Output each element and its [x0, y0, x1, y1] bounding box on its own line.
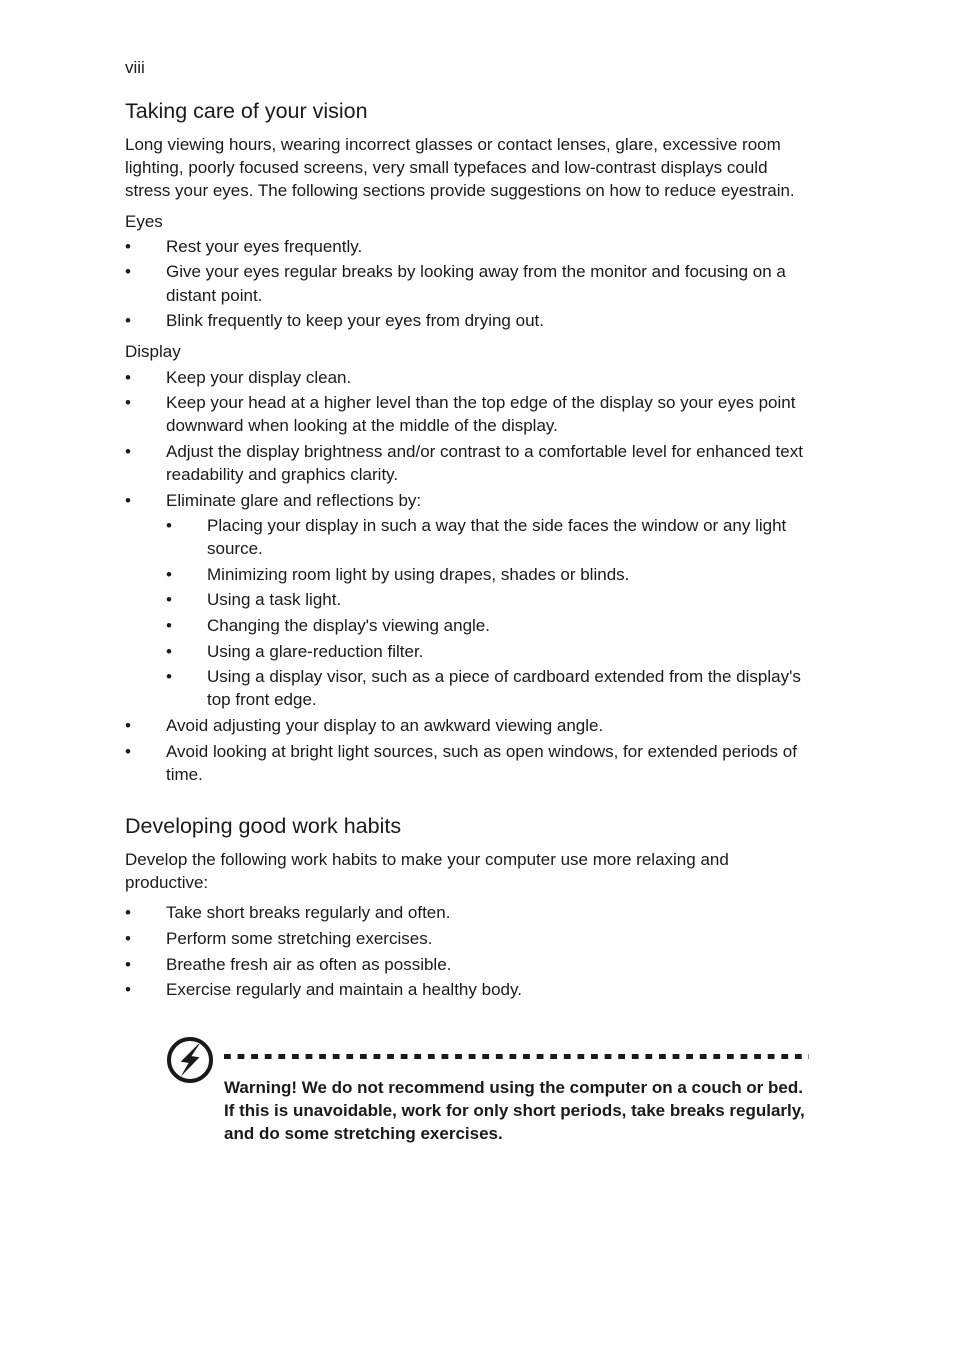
page-content — [125, 97, 815, 1009]
sub-list-item: • Placing your display in such a way that the side faces the window or any light source. — [166, 514, 815, 560]
sub-list-item: • Minimizing room light by using drapes, shades or blinds. — [166, 563, 815, 586]
list-item-text: Eliminate glare and reflections by: — [166, 490, 422, 510]
list-item: • Avoid adjusting your display to an awkward viewing angle. — [125, 714, 815, 737]
list-item-glare — [125, 489, 815, 712]
display-list — [125, 366, 815, 786]
page-number: viii — [125, 58, 145, 77]
warning-text: Warning! We do not recommend using the computer on a couch or bed. If this is unavoidable, work for only short periods, take breaks regularly, and do some stretching exercises. — [224, 1078, 805, 1144]
list-item: • Breathe fresh air as often as possible. — [125, 953, 815, 976]
section-heading-vision: Taking care of your vision — [125, 99, 368, 123]
section-heading-habits: Developing good work habits — [125, 813, 402, 838]
warning-lightning-icon — [166, 1036, 214, 1084]
list-item: • Rest your eyes frequently. — [125, 235, 815, 258]
display-subheading: Display — [125, 342, 181, 362]
list-item: • Give your eyes regular breaks by looking away from the monitor and focusing on a distant point. — [125, 260, 815, 306]
list-item: • Perform some stretching exercises. — [125, 927, 815, 950]
list-item: • Exercise regularly and maintain a healthy body. — [125, 978, 815, 1001]
habits-list — [125, 901, 815, 1001]
eyes-subheading: Eyes — [125, 211, 163, 231]
list-item: • Keep your head at a higher level than the top edge of the display so your eyes point downward when looking at the middle of the display. — [125, 391, 815, 437]
sub-list-item: • Using a display visor, such as a piece of cardboard extended from the display's top front edge. — [166, 665, 815, 711]
list-item: • Adjust the display brightness and/or contrast to a comfortable level for enhanced text readability and graphics clarity. — [125, 440, 815, 486]
list-item: • Take short breaks regularly and often. — [125, 901, 815, 924]
warning-divider — [224, 1054, 809, 1060]
vision-intro-paragraph: Long viewing hours, wearing incorrect glasses or contact lenses, glare, excessive room lighting, poorly focused screens, very small typefaces and low-contrast displays could stress your eyes. The following sections provide suggestions on how to reduce eyestrain. — [125, 135, 795, 201]
sub-list-item: • Using a task light. — [166, 588, 815, 611]
list-item: • Keep your display clean. — [125, 366, 815, 389]
list-item: • Blink frequently to keep your eyes from drying out. — [125, 309, 815, 332]
eyes-list — [125, 235, 815, 333]
habits-intro-paragraph: Develop the following work habits to make your computer use more relaxing and productive: — [125, 849, 729, 893]
warning-box — [166, 1036, 816, 1146]
sub-list-item: • Changing the display's viewing angle. — [166, 614, 815, 637]
sub-list-item: • Using a glare-reduction filter. — [166, 640, 815, 663]
glare-sublist — [166, 514, 815, 712]
list-item: • Avoid looking at bright light sources, such as open windows, for extended periods of time. — [125, 740, 815, 786]
